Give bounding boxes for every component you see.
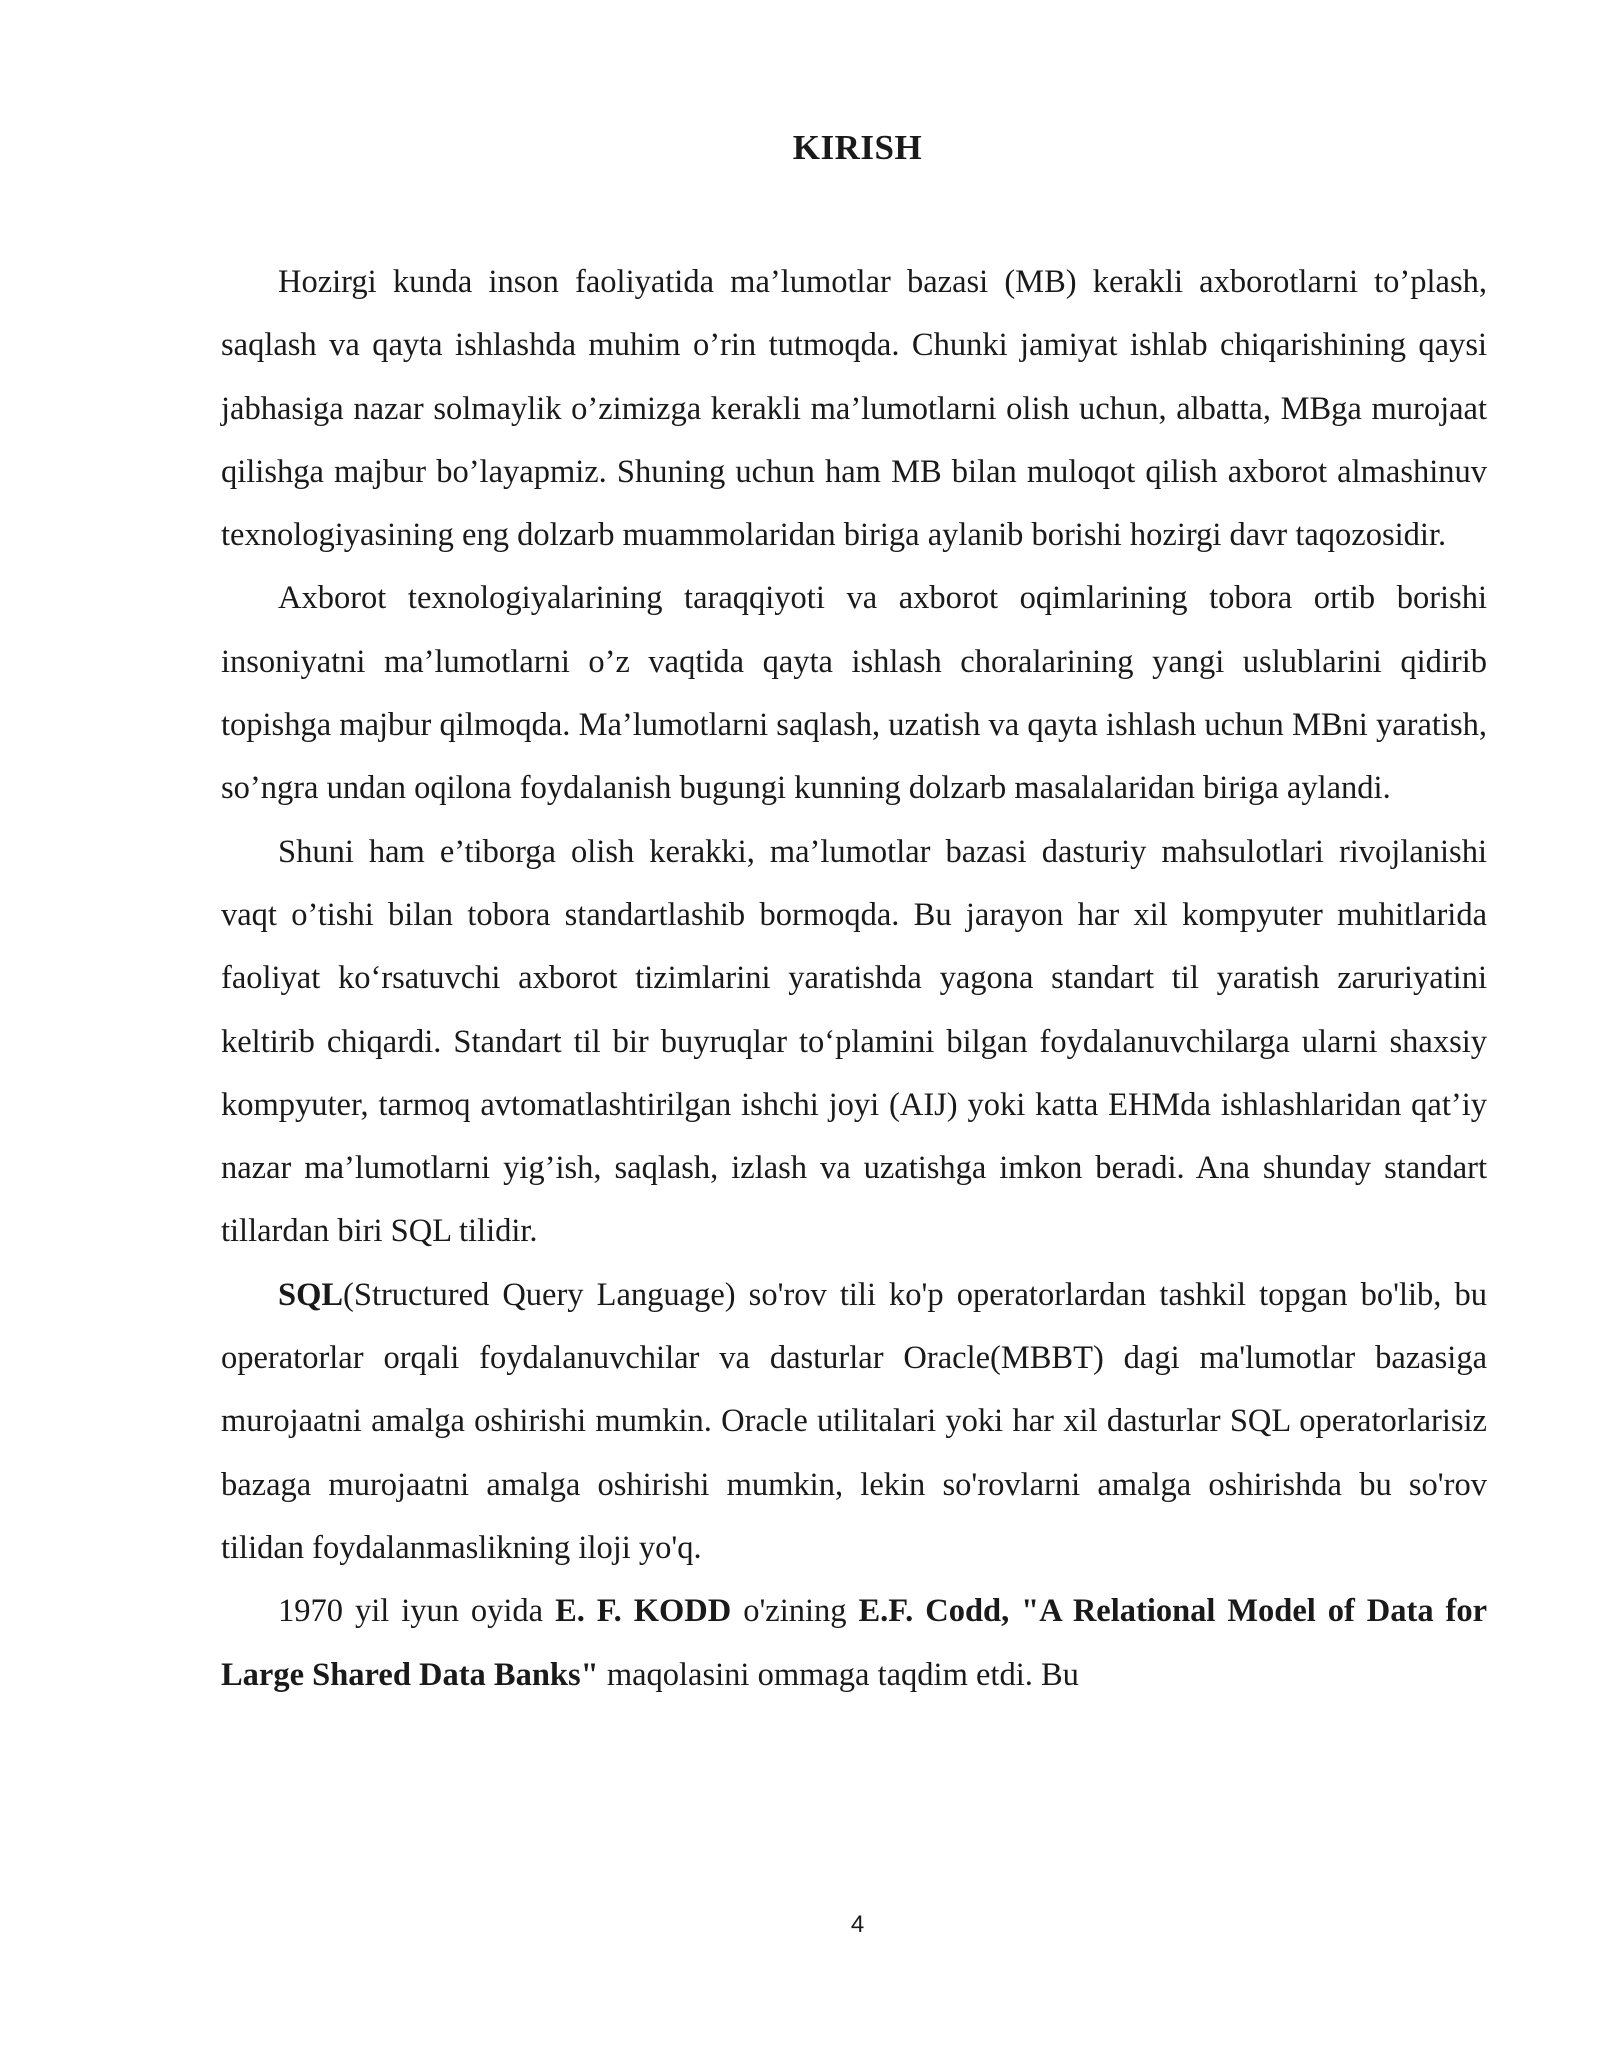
codd-text-1: 1970 yil iyun oyida	[278, 1593, 556, 1630]
sql-term: SQL	[278, 1276, 344, 1313]
codd-paper-title: E.F. Codd, "A Relational Model of Data for Large Shared Data Banks"	[221, 1593, 1488, 1693]
codd-text-2: o'zining	[731, 1593, 859, 1630]
body-text	[221, 251, 1487, 1707]
codd-text-3: maqolasini ommaga taqdim etdi. Bu	[598, 1656, 1079, 1693]
paragraph-intro: Hozirgi kunda inson faoliyatida ma’lumotlar bazasi (MB) kerakli axborotlarni to’plash, saqlash va qayta ishlashda muhim o’rin tutmoqda. Chunki jamiyat ishlab chiqarishining qaysi jabhasiga nazar solmaylik o’zimizga kerakli ma’lumotlarni olish uchun, albatta, MBga murojaat qilishga majbur bo’layapmiz. Shuning uchun ham MB bilan muloqot qilish axborot almashinuv texnologiyasining eng dolzarb muammolaridan biriga aylanib borishi hozirgi davr taqozosidir.	[221, 264, 1487, 554]
page-title: KIRISH	[792, 128, 923, 167]
sql-description: (Structured Query Language) so'rov tili ko'p operatorlardan tashkil topgan bo'lib, bu operatorlar orqali foydalanuvchilar va dasturlar Oracle(MBBT) dagi ma'lumotlar bazasiga murojaatni amalga oshirishi mumkin. Oracle utilitalari yoki har xil dasturlar SQL operatorlarisiz bazaga murojaatni amalga oshirishi mumkin, lekin so'rovlarni amalga oshirishda bu so'rov tilidan foydalanmaslikning iloji yo'q.	[221, 1276, 1487, 1566]
paragraph-sql	[221, 1264, 1487, 1580]
page-number: 4	[850, 1911, 865, 1938]
paragraph-technology: Axborot texnologiyalarining taraqqiyoti va axborot oqimlarining tobora ortib borishi insoniyatni ma’lumotlarni o’z vaqtida qayta ishlash choralarining yangi uslublarini qidirib topishga majbur qilmoqda. Ma’lumotlarni saqlash, uzatish va qayta ishlash uchun MBni yaratish, so’ngra undan oqilona foydalanish bugungi kunning dolzarb masalalaridan biriga aylandi.	[221, 580, 1487, 807]
paragraph-standard: Shuni ham e’tiborga olish kerakki, ma’lumotlar bazasi dasturiy mahsulotlari rivojlanishi vaqt o’tishi bilan tobora standartlashib bormoqda. Bu jarayon har xil kompyuter muhitlarida faoliyat ko‘rsatuvchi axborot tizimlarini yaratishda yagona standart til yaratish zaruriyatini keltirib chiqardi. Standart til bir buyruqlar to‘plamini bilgan foydalanuvchilarga ularni shaxsiy kompyuter, tarmoq avtomatlashtirilgan ishchi joyi (AIJ) yoki katta EHMda ishlashlaridan qat’iy nazar ma’lumotlarni yig’ish, saqlash, izlash va uzatishga imkon beradi. Ana shunday standart tillardan biri SQL tilidir.	[221, 833, 1487, 1250]
paragraph-codd	[221, 1580, 1487, 1707]
codd-author: E. F. KODD	[555, 1593, 732, 1630]
